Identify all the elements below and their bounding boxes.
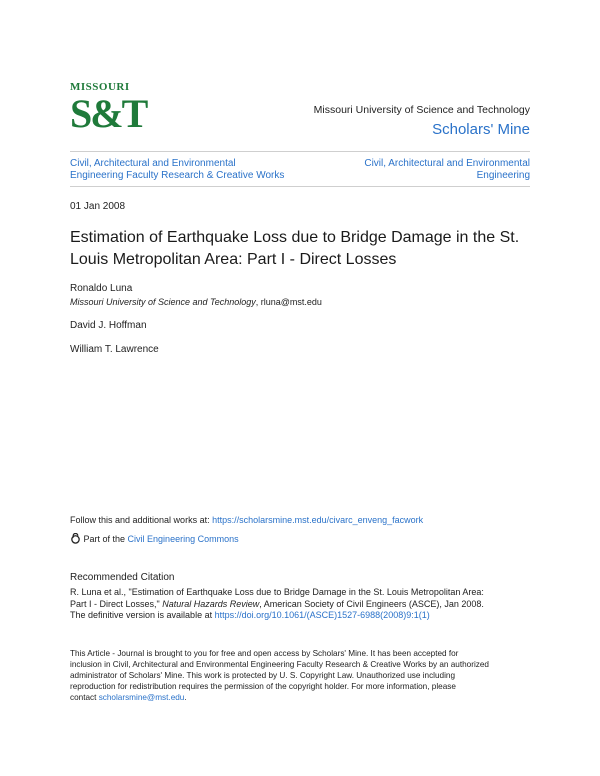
collection-right-line2: Engineering [476,170,530,181]
citation-line-2 [70,599,540,611]
citation-line-1: R. Luna et al., "Estimation of Earthquake Loss due to Bridge Damage in the St. Louis Metropolitan Area: [70,587,484,597]
author-3-name: William T. Lawrence [70,344,159,355]
notice-line-5 [70,692,540,703]
follow-prefix: Follow this and additional works at: [70,515,213,525]
title-line-2: Louis Metropolitan Area: Part I - Direct Losses [70,251,397,268]
citation-text [70,587,540,622]
part-of-line [70,533,239,546]
citation-line-2a: Part I - Direct Losses," [70,598,163,609]
collection-link-left[interactable] [70,158,284,182]
article-title [70,227,530,271]
notice-contact-suffix: . [184,693,187,702]
contact-email-link[interactable]: scholarsmine@mst.edu [98,693,185,702]
repository-link[interactable]: Scholars' Mine [432,121,530,138]
citation-line-2b: , American Society of Civil Engineers (ASCE), Jan 2008. [259,598,484,609]
author-1-email: , rluna@mst.edu [255,297,322,307]
citation-heading: Recommended Citation [70,572,175,583]
part-of-prefix: Part of the [83,534,128,544]
citation-doi-link[interactable]: https://doi.org/10.1061/(ASCE)1527-6988(2008)9:1(1) [214,610,430,620]
author-1-affiliation: Missouri University of Science and Technology [70,297,256,307]
access-notice [70,648,540,703]
notice-line-3: administrator of Scholars' Mine. This work is protected by U. S. Copyright Law. Unauthorized use including [70,671,456,680]
notice-line-4: reproduction for redistribution requires the permission of the copyright holder. For more information, please [70,682,456,691]
logo-wordmark: MISSOURI [70,81,130,93]
notice-line-1: This Article - Journal is brought to you for free and open access by Scholars' Mine. It has been accepted for [70,649,459,658]
collection-left-line1: Civil, Architectural and Environmental [70,158,236,169]
citation-line-3 [70,610,540,622]
collection-link-right[interactable] [364,158,530,182]
missouri-st-logo [70,81,147,142]
author-1-name: Ronaldo Luna [70,283,133,294]
collection-right-line1: Civil, Architectural and Environmental [364,158,530,169]
citation-journal: Natural Hazards Review [162,598,260,609]
logo-mark: S&T [70,91,147,136]
institution-name: Missouri University of Science and Technology [313,104,530,116]
title-line-1: Estimation of Earthquake Loss due to Bridge Damage in the St. [70,229,520,246]
follow-url-link[interactable]: https://scholarsmine.mst.edu/civarc_enveng_facwork [212,515,424,525]
notice-line-2: inclusion in Civil, Architectural and Environmental Engineering Faculty Research & Creative Works by an authorized [70,660,489,669]
collection-left-line2: Engineering Faculty Research & Creative Works [70,170,285,181]
civil-engineering-commons-link[interactable]: Civil Engineering Commons [127,534,239,544]
notice-contact-prefix: contact [70,693,99,702]
author-1-affiliation-line [70,297,322,309]
follow-line [70,515,423,527]
author-2-name: David J. Hoffman [70,320,147,331]
collections-divider [70,186,530,187]
header-divider [70,151,530,152]
open-access-icon [70,533,81,544]
publication-date: 01 Jan 2008 [70,201,126,212]
citation-doi-prefix: The definitive version is available at [70,610,215,620]
